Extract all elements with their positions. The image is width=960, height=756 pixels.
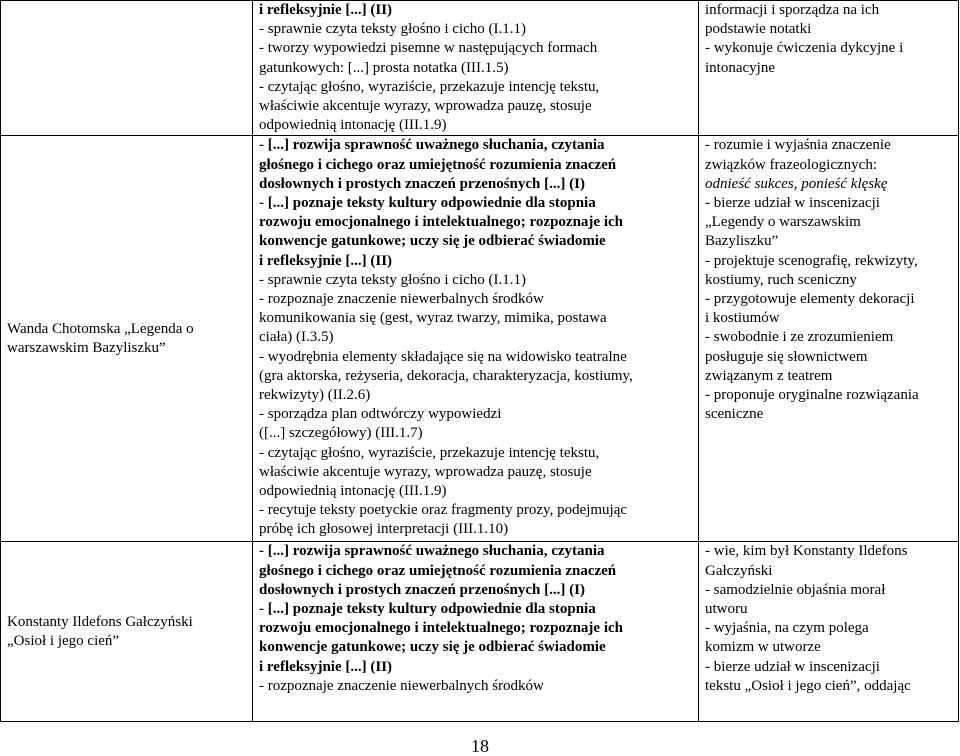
table-row xyxy=(1,136,959,542)
cell-line: - bierze udział w inscenizacji xyxy=(705,195,880,212)
cell-line: utworu xyxy=(705,601,748,618)
cell-line: dosłownych i prostych znaczeń przenośnych [...] (I) xyxy=(259,175,585,192)
text-title-cell xyxy=(1,542,253,722)
cell-line: intonacyjne xyxy=(705,59,775,76)
cell-line: i kostiumów xyxy=(705,310,780,327)
cell-line: - rozpoznaje znaczenie niewerbalnych środków xyxy=(259,677,544,694)
cell-line: komizm w utworze xyxy=(705,639,821,656)
cell-line: ([...] szczegółowy) (III.1.7) xyxy=(259,425,423,442)
cell-line: kostiumy, ruch sceniczny xyxy=(705,271,857,288)
cell-line: - rozumie i wyjaśnia znaczenie xyxy=(705,137,891,154)
cell-line: właściwie akcentuje wyrazy, wprowadza pauzę, stosuje xyxy=(259,98,592,115)
text-title-line: Wanda Chotomska „Legenda o xyxy=(7,320,194,337)
cell-line: głośnego i cichego oraz umiejętność rozumienia znaczeń xyxy=(259,562,617,579)
text-title-line: warszawskim Bazyliszku” xyxy=(7,339,166,356)
cell-line: rozwoju emocjonalnego i intelektualnego; rozpoznaje ich xyxy=(259,620,623,637)
cell-line: konwencje gatunkowe; uczy się je odbierać świadomie xyxy=(259,639,606,656)
cell-line: Bazyliszku” xyxy=(705,233,779,250)
cell-line: „Legendy o warszawskim xyxy=(705,214,861,231)
cell-line: - przygotowuje elementy dekoracji xyxy=(705,291,915,308)
cell-line: rekwizyty) (II.2.6) xyxy=(259,387,371,404)
cell-line: - tworzy wypowiedzi pisemne w następujących formach xyxy=(259,40,598,57)
requirements-cell xyxy=(253,1,699,136)
cell-line: - proponuje oryginalne rozwiązania xyxy=(705,387,919,404)
cell-line: - sprawnie czyta teksty głośno i cicho (I.1.1) xyxy=(259,271,527,288)
requirements-cell xyxy=(253,136,699,542)
cell-line: podstawie notatki xyxy=(705,21,812,38)
cell-line: związanym z teatrem xyxy=(705,367,833,384)
cell-line: odpowiednią intonację (III.1.9) xyxy=(259,117,447,134)
cell-line: i refleksyjnie [...] (II) xyxy=(259,2,393,18)
cell-line: próbę ich głosowej interpretacji (III.1.10) xyxy=(259,521,509,538)
cell-line: - wyodrębnia elementy składające się na widowisko teatralne xyxy=(259,348,627,365)
cell-line: - wykonuje ćwiczenia dykcyjne i xyxy=(705,40,904,57)
cell-line: odpowiednią intonację (III.1.9) xyxy=(259,483,447,500)
page-number: 18 xyxy=(471,736,489,756)
cell-line: - wie, kim był Konstanty Ildefons xyxy=(705,543,908,560)
cell-line: - [...] rozwija sprawność uważnego słuchania, czytania xyxy=(259,137,605,154)
cell-line: - czytając głośno, wyraziście, przekazuje intencję tekstu, xyxy=(259,444,600,461)
cell-line: dosłownych i prostych znaczeń przenośnych [...] (I) xyxy=(259,581,585,598)
cell-line: informacji i sporządza na ich xyxy=(705,2,880,18)
requirements-cell xyxy=(253,542,699,722)
cell-line: konwencje gatunkowe; uczy się je odbierać świadomie xyxy=(259,233,606,250)
cell-line: - [...] poznaje teksty kultury odpowiednie dla stopnia xyxy=(259,195,596,212)
cell-line: gatunkowych: [...] prosta notatka (III.1.5) xyxy=(259,59,509,76)
outcomes-cell xyxy=(699,1,959,136)
cell-line: właściwie akcentuje wyrazy, wprowadza pauzę, stosuje xyxy=(259,463,592,480)
cell-line: - projektuje scenografię, rekwizyty, xyxy=(705,252,918,269)
cell-line: sceniczne xyxy=(705,406,764,423)
cell-line: - swobodnie i ze zrozumieniem xyxy=(705,329,894,346)
cell-line: tekstu „Osioł i jego cień”, oddając xyxy=(705,677,911,694)
text-title-line: „Osioł i jego cień” xyxy=(7,632,120,649)
cell-line: głośnego i cichego oraz umiejętność rozumienia znaczeń xyxy=(259,156,617,173)
outcomes-cell xyxy=(699,136,959,542)
cell-line: - rozpoznaje znaczenie niewerbalnych środków xyxy=(259,291,544,308)
text-title-cell xyxy=(1,1,253,136)
text-title-line: Konstanty Ildefons Gałczyński xyxy=(7,613,193,630)
table-row xyxy=(1,1,959,136)
text-title-cell xyxy=(1,136,253,542)
cell-line: Gałczyński xyxy=(705,562,773,579)
cell-line: - [...] poznaje teksty kultury odpowiednie dla stopnia xyxy=(259,601,596,618)
cell-line: - czytając głośno, wyraziście, przekazuje intencję tekstu, xyxy=(259,78,600,95)
cell-line: - [...] rozwija sprawność uważnego słuchania, czytania xyxy=(259,543,605,560)
cell-line: - sporządza plan odtwórczy wypowiedzi xyxy=(259,406,502,423)
cell-line: ciała) (I.3.5) xyxy=(259,329,334,346)
cell-line: (gra aktorska, reżyseria, dekoracja, charakteryzacja, kostiumy, xyxy=(259,367,633,384)
cell-line: związków frazeologicznych: xyxy=(705,156,877,173)
cell-line: rozwoju emocjonalnego i intelektualnego; rozpoznaje ich xyxy=(259,214,623,231)
cell-line: - sprawnie czyta teksty głośno i cicho (I.1.1) xyxy=(259,21,527,38)
cell-line: - wyjaśnia, na czym polega xyxy=(705,620,869,637)
cell-line: komunikowania się (gest, wyraz twarzy, mimika, postawa xyxy=(259,310,607,327)
outcomes-cell xyxy=(699,542,959,722)
cell-line: i refleksyjnie [...] (II) xyxy=(259,252,393,269)
cell-line: - recytuje teksty poetyckie oraz fragmenty prozy, podejmując xyxy=(259,502,628,519)
cell-line: - bierze udział w inscenizacji xyxy=(705,658,880,675)
table-row xyxy=(1,542,959,722)
cell-line: - samodzielnie objaśnia morał xyxy=(705,581,886,598)
cell-line: i refleksyjnie [...] (II) xyxy=(259,658,393,675)
cell-line: odnieść sukces, ponieść klęskę xyxy=(705,175,888,192)
cell-line: posługuje się słownictwem xyxy=(705,348,868,365)
